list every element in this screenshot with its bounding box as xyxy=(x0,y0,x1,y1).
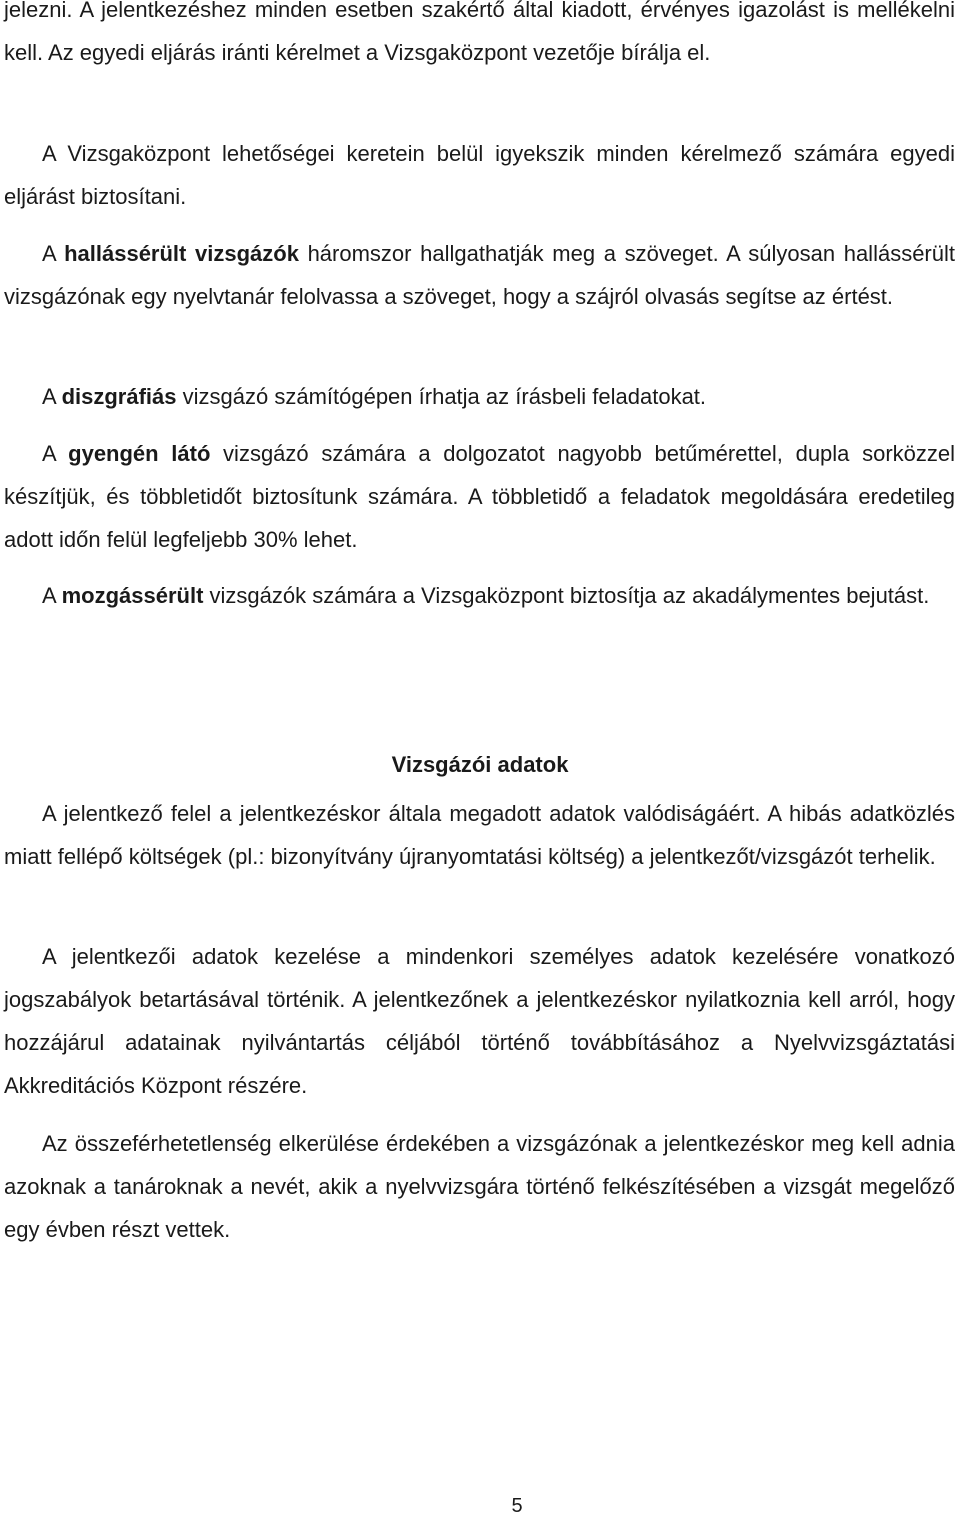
paragraph-text: A Vizsgaközpont lehetőségei keretein belül igyekszik minden kérelmező számára egyedi eljárást biztosítani. xyxy=(4,141,955,209)
paragraph-data-handling xyxy=(4,935,955,1107)
paragraph-lead: A xyxy=(42,241,65,266)
paragraph-hearing-impaired xyxy=(4,232,955,318)
bold-term-dysgraphia: diszgráfiás xyxy=(61,384,177,409)
paragraph-text: vizsgázó számítógépen írhatja az írásbeli feladatokat. xyxy=(176,384,707,409)
paragraph-dysgraphia xyxy=(4,375,955,418)
paragraph-text: Az összeférhetetlenség elkerülése érdekében a vizsgázónak a jelentkezéskor meg kell adnia azoknak a tanároknak a nevét, akik a nyelvvizsgára történő felkészítésében a vizsgát megelőző egy évben részt vettek. xyxy=(4,1131,955,1242)
bold-term-mobility-impaired: mozgássérült xyxy=(61,583,204,608)
paragraph-text: jelezni. A jelentkezéshez minden esetben szakértő által kiadott, érvényes igazolást is mellékelni kell. Az egyedi eljárás iránti kérelmet a Vizsgaközpont vezetője bírálja el. xyxy=(4,0,955,65)
paragraph-visually-impaired xyxy=(4,432,955,561)
page-number: 5 xyxy=(511,1495,523,1517)
bold-term-visually-impaired: gyengén látó xyxy=(68,441,211,466)
paragraph-data-accuracy xyxy=(4,792,955,878)
section-heading: Vizsgázói adatok xyxy=(391,752,569,777)
paragraph-text: háromszor hallgathatják meg a szöveget. A súlyosan hallássérült vizsgázónak egy nyelvtanár felolvassa a szöveget, hogy a szájról olvasás segítse az értést. xyxy=(4,241,955,309)
paragraph-lead: A xyxy=(42,583,62,608)
paragraph-conflict-of-interest xyxy=(4,1122,955,1251)
bold-term-hearing-impaired: hallássérült vizsgázók xyxy=(64,241,299,266)
paragraph-lead: A xyxy=(42,384,62,409)
paragraph-text: A jelentkező felel a jelentkezéskor általa megadott adatok valódiságáért. A hibás adatközlés miatt fellépő költségek (pl.: bizonyítvány újranyomtatási költség) a jelentkezőt/vizsgázót terhelik. xyxy=(4,801,955,869)
paragraph-text: vizsgázó számára a dolgozatot nagyobb betűmérettel, dupla sorközzel készítjük, és többletidőt biztosítunk számára. A többletidő a feladatok megoldására eredetileg adott időn felül legfeljebb 30% lehet. xyxy=(4,441,956,552)
paragraph-individual-procedure xyxy=(4,132,955,218)
paragraph-lead: A xyxy=(42,441,69,466)
paragraph-text: A jelentkezői adatok kezelése a mindenkori személyes adatok kezelésére vonatkozó jogszabályok betartásával történik. A jelentkezőnek a jelentkezéskor nyilatkoznia kell arról, hogy hozzájárul adatainak nyilvántartás céljából történő továbbításához a Nyelvvizsgáztatási Akkreditációs Központ részére. xyxy=(4,944,955,1098)
paragraph-continuation xyxy=(4,0,955,74)
paragraph-mobility-impaired xyxy=(4,574,955,617)
paragraph-text: vizsgázók számára a Vizsgaközpont biztosítja az akadálymentes bejutást. xyxy=(203,583,930,608)
